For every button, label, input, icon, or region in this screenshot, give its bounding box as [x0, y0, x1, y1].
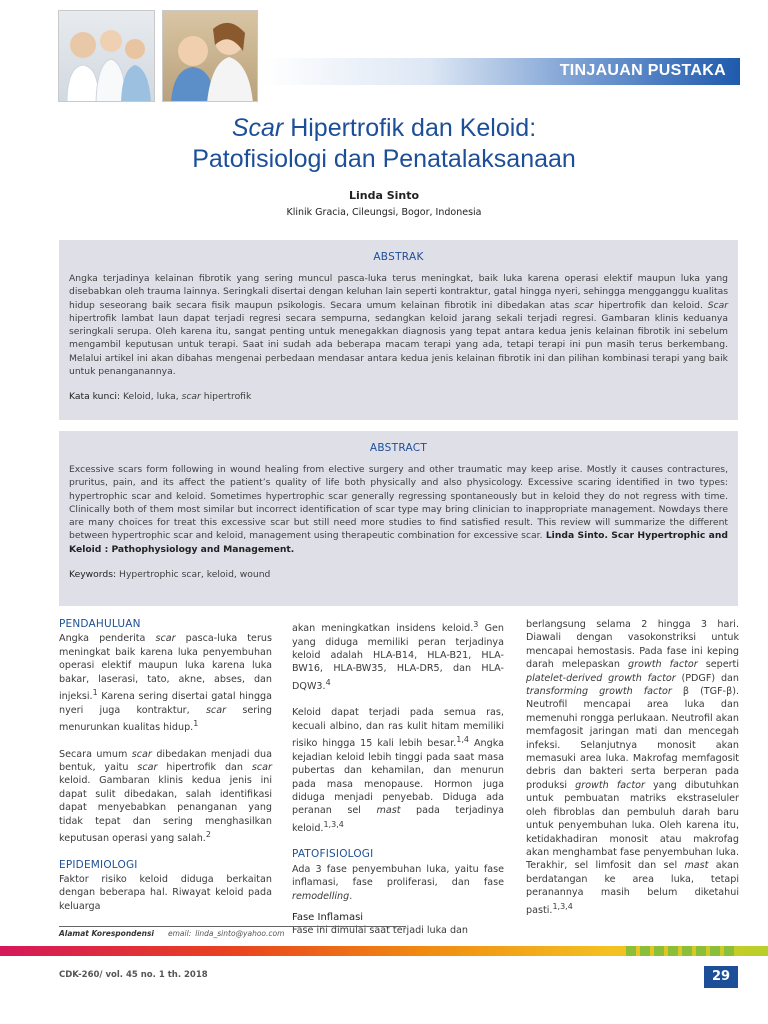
abstrak-part: Angka terjadinya kelainan fibrotik yang sering muncul pasca-luka terus meningkat, baik luka karena operasi elektif maupun luka yang disebabkan oleh trauma lainnya. Seringkali disertai dengan keluhan lain seperti kontraktur, gatal hingga nyeri, sehingga mengganggu kualitas hidup seseorang baik secara fisik maupun psikologis. Secara umum kelainan fibrotik ini dibedakan atas: [69, 273, 728, 311]
abstract-text: [69, 463, 728, 556]
citation: 4: [325, 677, 331, 687]
email-label: email:: [168, 929, 192, 938]
keywords-end: hipertrofik: [200, 391, 252, 403]
abstrak-part: hipertrofik dan keloid.: [593, 299, 708, 311]
text: Secara umum: [59, 748, 132, 760]
citation: 1: [92, 688, 98, 698]
text: seperti: [697, 659, 739, 671]
text: Angka kejadian keloid lebih tinggi pada saat masa pubertas dan kehamilan, dan menurun pada masa menopause. Hormon juga diduga menjadi penyebab. Diduga ada peranan sel: [292, 738, 504, 817]
text: dibedakan menjadi dua bentuk, yaitu: [59, 748, 273, 774]
text: Keloid dapat terjadi pada semua ras, kecuali albino, dan ras kulit hitam memiliki risiko hingga 15 kali lebih besar.: [292, 707, 504, 750]
abstract-box: [59, 431, 738, 606]
correspondence: [59, 929, 284, 938]
text: pada terjadinya keloid.: [292, 805, 504, 835]
text: Karena sering disertai gatal hingga nyeri juga kontraktur,: [59, 691, 272, 716]
decor-square: [654, 946, 664, 956]
text: Ada 3 fase penyembuhan luka, yaitu fase inflamasi, fase proliferasi, dan fase: [292, 863, 504, 889]
paragraph: [292, 863, 504, 903]
paragraph: Fase ini dimulai saat terjadi luka dan: [292, 925, 469, 937]
text: pasca-luka terus meningkat baik karena luka penyembuhan operasi elektif maupun luka karena luka bakar, laserasi, tato, akne, abses, dan injeksi.: [59, 633, 272, 703]
text: hipertrofik dan: [157, 762, 252, 774]
correspondence-divider: [59, 926, 406, 927]
body-column-1: [59, 618, 272, 926]
paragraph: [59, 748, 272, 846]
subheading-fase-inflamasi: Fase Inflamasi: [292, 912, 364, 924]
paragraph: [526, 618, 739, 917]
text: berlangsung selama 2 hingga 3 hari. Diawali dengan vasokonstriksi untuk mencapai hemostasis. Pada fase ini keping darah melepaskan: [526, 619, 739, 671]
abstrak-italic: Scar: [707, 299, 728, 311]
citation: 3: [473, 620, 479, 629]
text: sering menurunkan kualitas hidup.: [59, 704, 272, 734]
keywords-label: Kata kunci:: [69, 391, 121, 403]
paragraph: [292, 706, 504, 835]
text: keloid. Gambaran klinis kedua jenis ini dapat sulit dibedakan, salah identifikasi dapat menyebabkan penanganan yang tidak tepat dan sering menghasilkan keputusan operasi yang salah.: [59, 775, 272, 845]
keywords-text: Keloid, luka,: [120, 391, 182, 403]
text: akan meningkatkan insidens keloid.: [292, 623, 474, 635]
heading-patofisiologi: PATOFISIOLOGI: [292, 848, 374, 861]
citation: 1: [193, 719, 199, 729]
italic: growth factor: [575, 779, 645, 791]
decor-square: [640, 946, 650, 956]
italic: scar: [251, 762, 273, 774]
italic: mast: [376, 805, 401, 817]
body-column-2: [292, 618, 504, 951]
decor-square: [668, 946, 678, 956]
doctor-child-photo: [162, 10, 258, 102]
text: Gen yang diduga memiliki peran terjadinya keloid adalah HLA-B14, HLA-B21, HLA-BW16, HLA-BW35, HLA-DR5, dan HLA-DQW3.: [292, 623, 505, 692]
italic: platelet-derived growth factor: [526, 672, 676, 684]
text: yang dibutuhkan untuk pembuatan matriks ekstraseluler oleh fibroblas dan pembuluh darah baru untuk penyembuhan luka. Oleh karena itu, ketidakhadiran monosit atau makrofag akan menghambat fase penyembuhan luka. Terakhir, sel limfosit dan sel: [526, 779, 739, 872]
paragraph: [59, 632, 272, 734]
citation: 1,3,4: [323, 819, 344, 829]
decor-square: [696, 946, 706, 956]
citation: 1,3,4: [552, 901, 573, 911]
abstrak-heading: ABSTRAK: [373, 251, 424, 263]
keywords-text: Hypertrophic scar, keloid, wound: [116, 569, 271, 581]
decor-square: [710, 946, 720, 956]
decor-square: [724, 946, 734, 956]
title-line-1: [40, 113, 728, 144]
text: β (TGF-β). Neutrofil mencapai area luka dan memenuhi rongga perlukaan. Neutrofil akan memfagosit jaringan mati dan mencegah infeksi. Selanjutnya monosit akan memasuki area luka. Makrofag memfagosit debris dan bakteri serta berperan pada produksi: [526, 686, 739, 791]
abstract-citation: Linda Sinto. Scar Hypertrophic and Keloid : Pathophysiology and Management.: [69, 530, 728, 555]
abstract-heading: ABSTRACT: [369, 442, 428, 454]
italic: mast: [684, 860, 709, 872]
page-number: 29: [704, 966, 738, 988]
abstrak-italic: scar: [574, 299, 594, 311]
italic: scar: [131, 748, 152, 760]
text: (PDGF) dan: [675, 672, 739, 684]
decor-square: [682, 946, 692, 956]
abstrak-keywords: [69, 390, 728, 403]
decor-square: [626, 946, 636, 956]
section-header-band: [262, 58, 740, 85]
italic: transforming growth factor: [526, 686, 672, 698]
italic: scar: [205, 704, 227, 716]
footer-dots: [626, 944, 746, 958]
italic: remodelling: [292, 890, 350, 902]
article-title: [40, 113, 728, 175]
abstrak-text: [69, 272, 728, 378]
author-name: Linda Sinto: [348, 189, 420, 202]
citation: 2: [205, 830, 211, 840]
abstrak-box: [59, 240, 738, 420]
heading-epidemiologi: EPIDEMIOLOGI: [59, 858, 138, 871]
correspondence-label: Alamat Korespondensi: [59, 929, 155, 938]
keywords-italic: scar: [181, 391, 201, 403]
text: akan berdatangan ke area luka, tetapi peranannya masih belum diketahui pasti.: [526, 860, 739, 916]
italic: growth factor: [628, 659, 698, 671]
keywords-label: Keywords:: [69, 569, 117, 581]
abstract-keywords: [69, 568, 728, 581]
text: Angka penderita: [59, 633, 156, 645]
text: .: [349, 890, 353, 902]
email-link[interactable]: linda_sinto@yahoo.com: [195, 929, 285, 938]
citation: 1,4: [456, 735, 470, 745]
italic: scar: [155, 633, 176, 645]
paragraph: [292, 618, 504, 693]
abstract-part: Excessive scars form following in wound healing from elective surgery and other traumatic may keep arise. Mostly it causes contractures, pruritus, pain, and its affect the patient’s quality of life both physically and also physicology. Excessive scaring identified in two types: hypertrophic scar and keloid. Sometimes hypertrophic scar generally regressing spontaneously but in keloid they do not regress with time. Clinically both of them most similar but incorrect identification of scar type may bring clinician to inappropriate management. Nowdays there are many choices for treat this excessive scar but still need more studies to find satisfied result. This review will summarize the different between hypertrophic scar and keloid, management using therapeutic combination for excessive scar.: [69, 464, 728, 542]
abstrak-part: hipertrofik lambat laun dapat terjadi regresi secara sempurna, sedangkan keloid jarang sekali terjadi regresi. Gambaran klinis keduanya seringkali serupa. Oleh karena itu, sangat penting untuk menegakkan diagnosis yang tepat antara kedua jenis kelainan fibrotik ini sebelum mengambil keputusan untuk terapi. Saat ini sudah ada beberapa macam terapi yang ada, tetapi terapi ini pun masih terus berkembang. Melalui artikel ini akan dibahas mengenai perbedaan mendasar antara kedua jenis kelainan fibrotik ini dan pilihan kombinasi terapi yang baik untuk penanganannya.: [69, 312, 728, 378]
heading-pendahuluan: PENDAHULUAN: [59, 618, 141, 630]
doctors-photo: [58, 10, 155, 102]
body-column-3: [526, 618, 739, 930]
author-affiliation: Klinik Gracia, Cileungsi, Bogor, Indonesia: [286, 207, 482, 218]
italic: scar: [137, 762, 158, 774]
title-line-1-text: Hipertrofik dan Keloid:: [283, 114, 537, 142]
title-line-2: Patofisiologi dan Penatalaksanaan: [192, 145, 576, 173]
paragraph: Faktor risiko keloid diduga berkaitan dengan beberapa hal. Riwayat keloid pada keluarga: [59, 874, 272, 912]
section-label: TINJAUAN PUSTAKA: [559, 62, 726, 79]
title-italic: Scar: [231, 114, 284, 142]
journal-footer: CDK-260/ vol. 45 no. 1 th. 2018: [59, 970, 208, 980]
